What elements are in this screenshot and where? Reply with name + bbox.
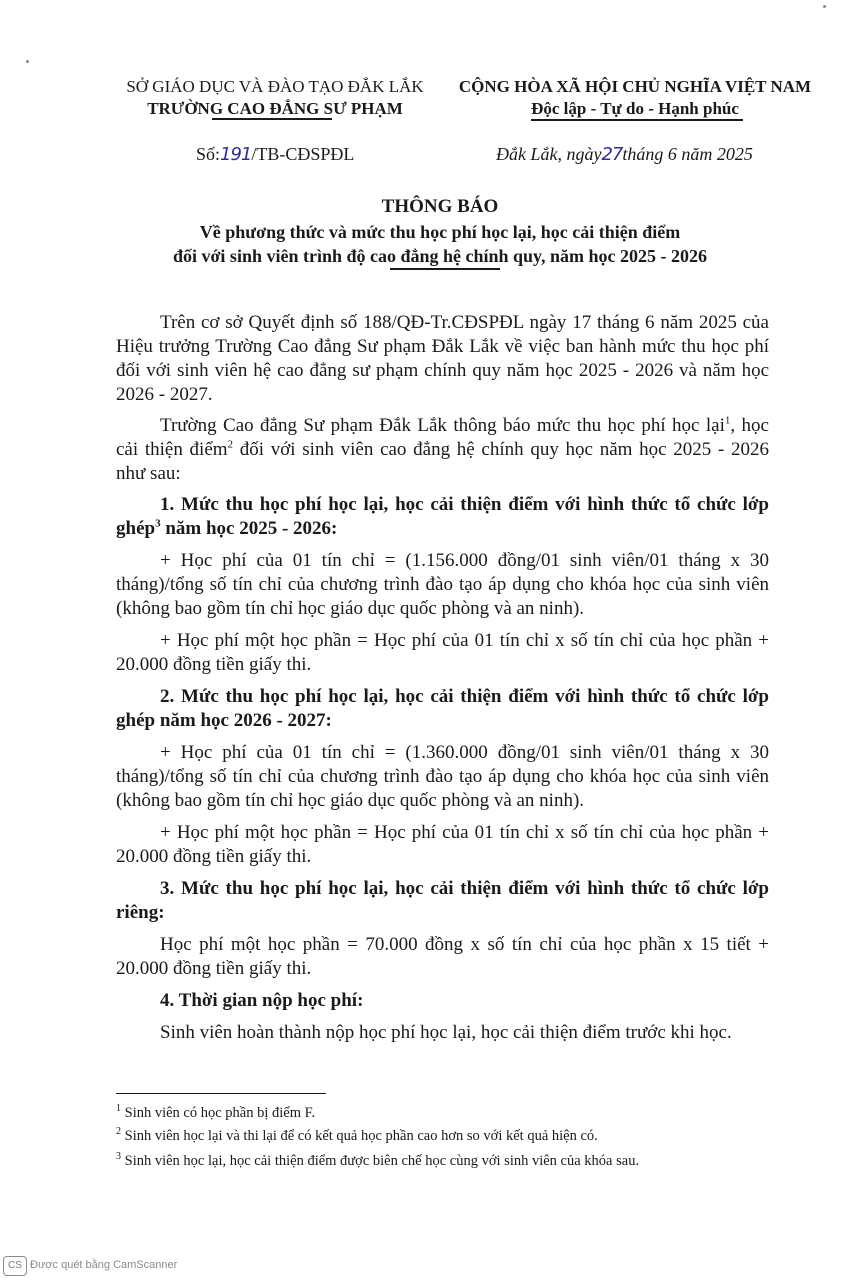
paragraph-intro: Trên cơ sở Quyết định số 188/QĐ-Tr.CĐSPĐL ngày 17 tháng 6 năm 2025 của Hiệu trưởng Trường Cao đẳng Sư phạm Đắk Lắk về việc ban hành mức thu học phí đối với sinh viên hệ cao đẳng sư phạm chính quy năm học 2025 - 2026 và năm học 2026 - 2027. <box>116 312 769 405</box>
footnotes <box>116 1104 776 1170</box>
title-main: THÔNG BÁO <box>381 196 499 217</box>
title-sub2: đối với sinh viên trình độ cao đẳng hệ chính quy, năm học 2025 - 2026 <box>172 246 708 266</box>
header-department: SỞ GIÁO DỤC VÀ ĐÀO TẠO ĐẮK LẮK <box>126 77 424 96</box>
document-date <box>496 142 753 167</box>
section-1-heading-a: 1. Mức thu học phí học lại, học cải thiện điểm với hình thức tổ chức lớp ghép <box>116 494 769 539</box>
footnote-ref-2: 2 <box>227 438 234 451</box>
footnote-ref-3: 3 <box>155 517 161 530</box>
announcement-part-c: đối với sinh viên cao đẳng hệ chính quy học năm học 2025 - 2026 như sau: <box>116 439 769 484</box>
footnote-number: 1 <box>116 1103 121 1115</box>
footnote-number: 2 <box>116 1126 121 1138</box>
footnote-item <box>116 1127 776 1145</box>
section-2-module-fee: + Học phí một học phần = Học phí của 01 tín chỉ x số tín chỉ của học phần + 20.000 đồng tiền giấy thi. <box>116 822 769 867</box>
date-handwritten: 27 <box>601 144 623 165</box>
scan-dot <box>823 5 826 8</box>
header-left-underline <box>212 118 332 120</box>
header-left <box>100 76 450 120</box>
footnote-text: Sinh viên học lại, học cải thiện điểm được biên chế học cùng với sinh viên của khóa sau. <box>121 1153 640 1169</box>
section-4-heading: 4. Thời gian nộp học phí: <box>160 990 364 1011</box>
title-sub1: Về phương thức và mức thu học phí học lại, học cải thiện điểm <box>199 222 681 242</box>
footnote-separator <box>116 1093 326 1094</box>
date-suffix: tháng 6 năm 2025 <box>622 144 753 164</box>
footnote-item <box>116 1152 776 1170</box>
section-2-credit-fee: + Học phí của 01 tín chỉ = (1.360.000 đồng/01 sinh viên/01 tháng x 30 tháng)/tổng số tín chỉ của chương trình đào tạo áp dụng cho khóa học của sinh viên (không bao gồm tín chỉ học giáo dục quốc phòng và an ninh). <box>116 742 769 811</box>
announcement-part-a: Trường Cao đẳng Sư phạm Đắk Lắk thông báo mức thu học phí học lại <box>160 415 725 436</box>
footnote-item <box>116 1104 776 1122</box>
number-prefix: Số: <box>196 144 221 164</box>
header-right-underline <box>531 119 743 121</box>
number-handwritten: 191 <box>220 144 252 165</box>
footnote-text: Sinh viên có học phần bị điểm F. <box>121 1105 316 1121</box>
document-number <box>196 142 354 167</box>
number-suffix: /TB-CĐSPĐL <box>251 144 355 164</box>
section-3-module-fee: Học phí một học phần = 70.000 đồng x số tín chỉ của học phần x 15 tiết + 20.000 đồng tiền giấy thi. <box>116 934 769 979</box>
date-prefix: Đắk Lắk, ngày <box>496 144 602 164</box>
body <box>116 311 769 1045</box>
footnote-ref-1: 1 <box>724 414 731 427</box>
camscanner-logo-icon: CS <box>3 1256 27 1276</box>
header-motto: Độc lập - Tự do - Hạnh phúc <box>531 99 739 118</box>
section-1-heading <box>116 493 769 541</box>
section-1-credit-fee: + Học phí của 01 tín chỉ = (1.156.000 đồng/01 sinh viên/01 tháng x 30 tháng)/tổng số tín chỉ của chương trình đào tạo áp dụng cho khóa học của sinh viên (không bao gồm tín chỉ học giáo dục quốc phòng và an ninh). <box>116 550 769 619</box>
scan-dot <box>26 60 29 63</box>
section-1-heading-b: năm học 2025 - 2026: <box>160 518 338 539</box>
section-4-payment-time: Sinh viên hoàn thành nộp học phí học lại, học cải thiện điểm trước khi học. <box>160 1022 732 1043</box>
announcement-part-b: , học cải thiện điểm <box>116 415 769 460</box>
footnote-number: 3 <box>116 1151 121 1163</box>
section-2-heading: 2. Mức thu học phí học lại, học cải thiện điểm với hình thức tổ chức lớp ghép năm học 2026 - 2027: <box>116 686 769 731</box>
header-country: CỘNG HÒA XÃ HỘI CHỦ NGHĨA VIỆT NAM <box>458 77 812 96</box>
header-right <box>448 76 822 120</box>
footnote-text: Sinh viên học lại và thi lại để có kết quả học phần cao hơn so với kết quả hiện có. <box>121 1128 598 1144</box>
camscanner-label: Được quét bằng CamScanner <box>30 1259 178 1271</box>
title-block <box>60 194 820 268</box>
paragraph-announcement <box>116 414 769 486</box>
section-1-module-fee: + Học phí một học phần = Học phí của 01 tín chỉ x số tín chỉ của học phần + 20.000 đồng tiền giấy thi. <box>116 630 769 675</box>
section-3-heading: 3. Mức thu học phí học lại, học cải thiện điểm với hình thức tổ chức lớp riêng: <box>116 878 769 923</box>
title-underline <box>390 268 500 270</box>
header-school: TRƯỜNG CAO ĐẲNG SƯ PHẠM <box>147 99 403 118</box>
